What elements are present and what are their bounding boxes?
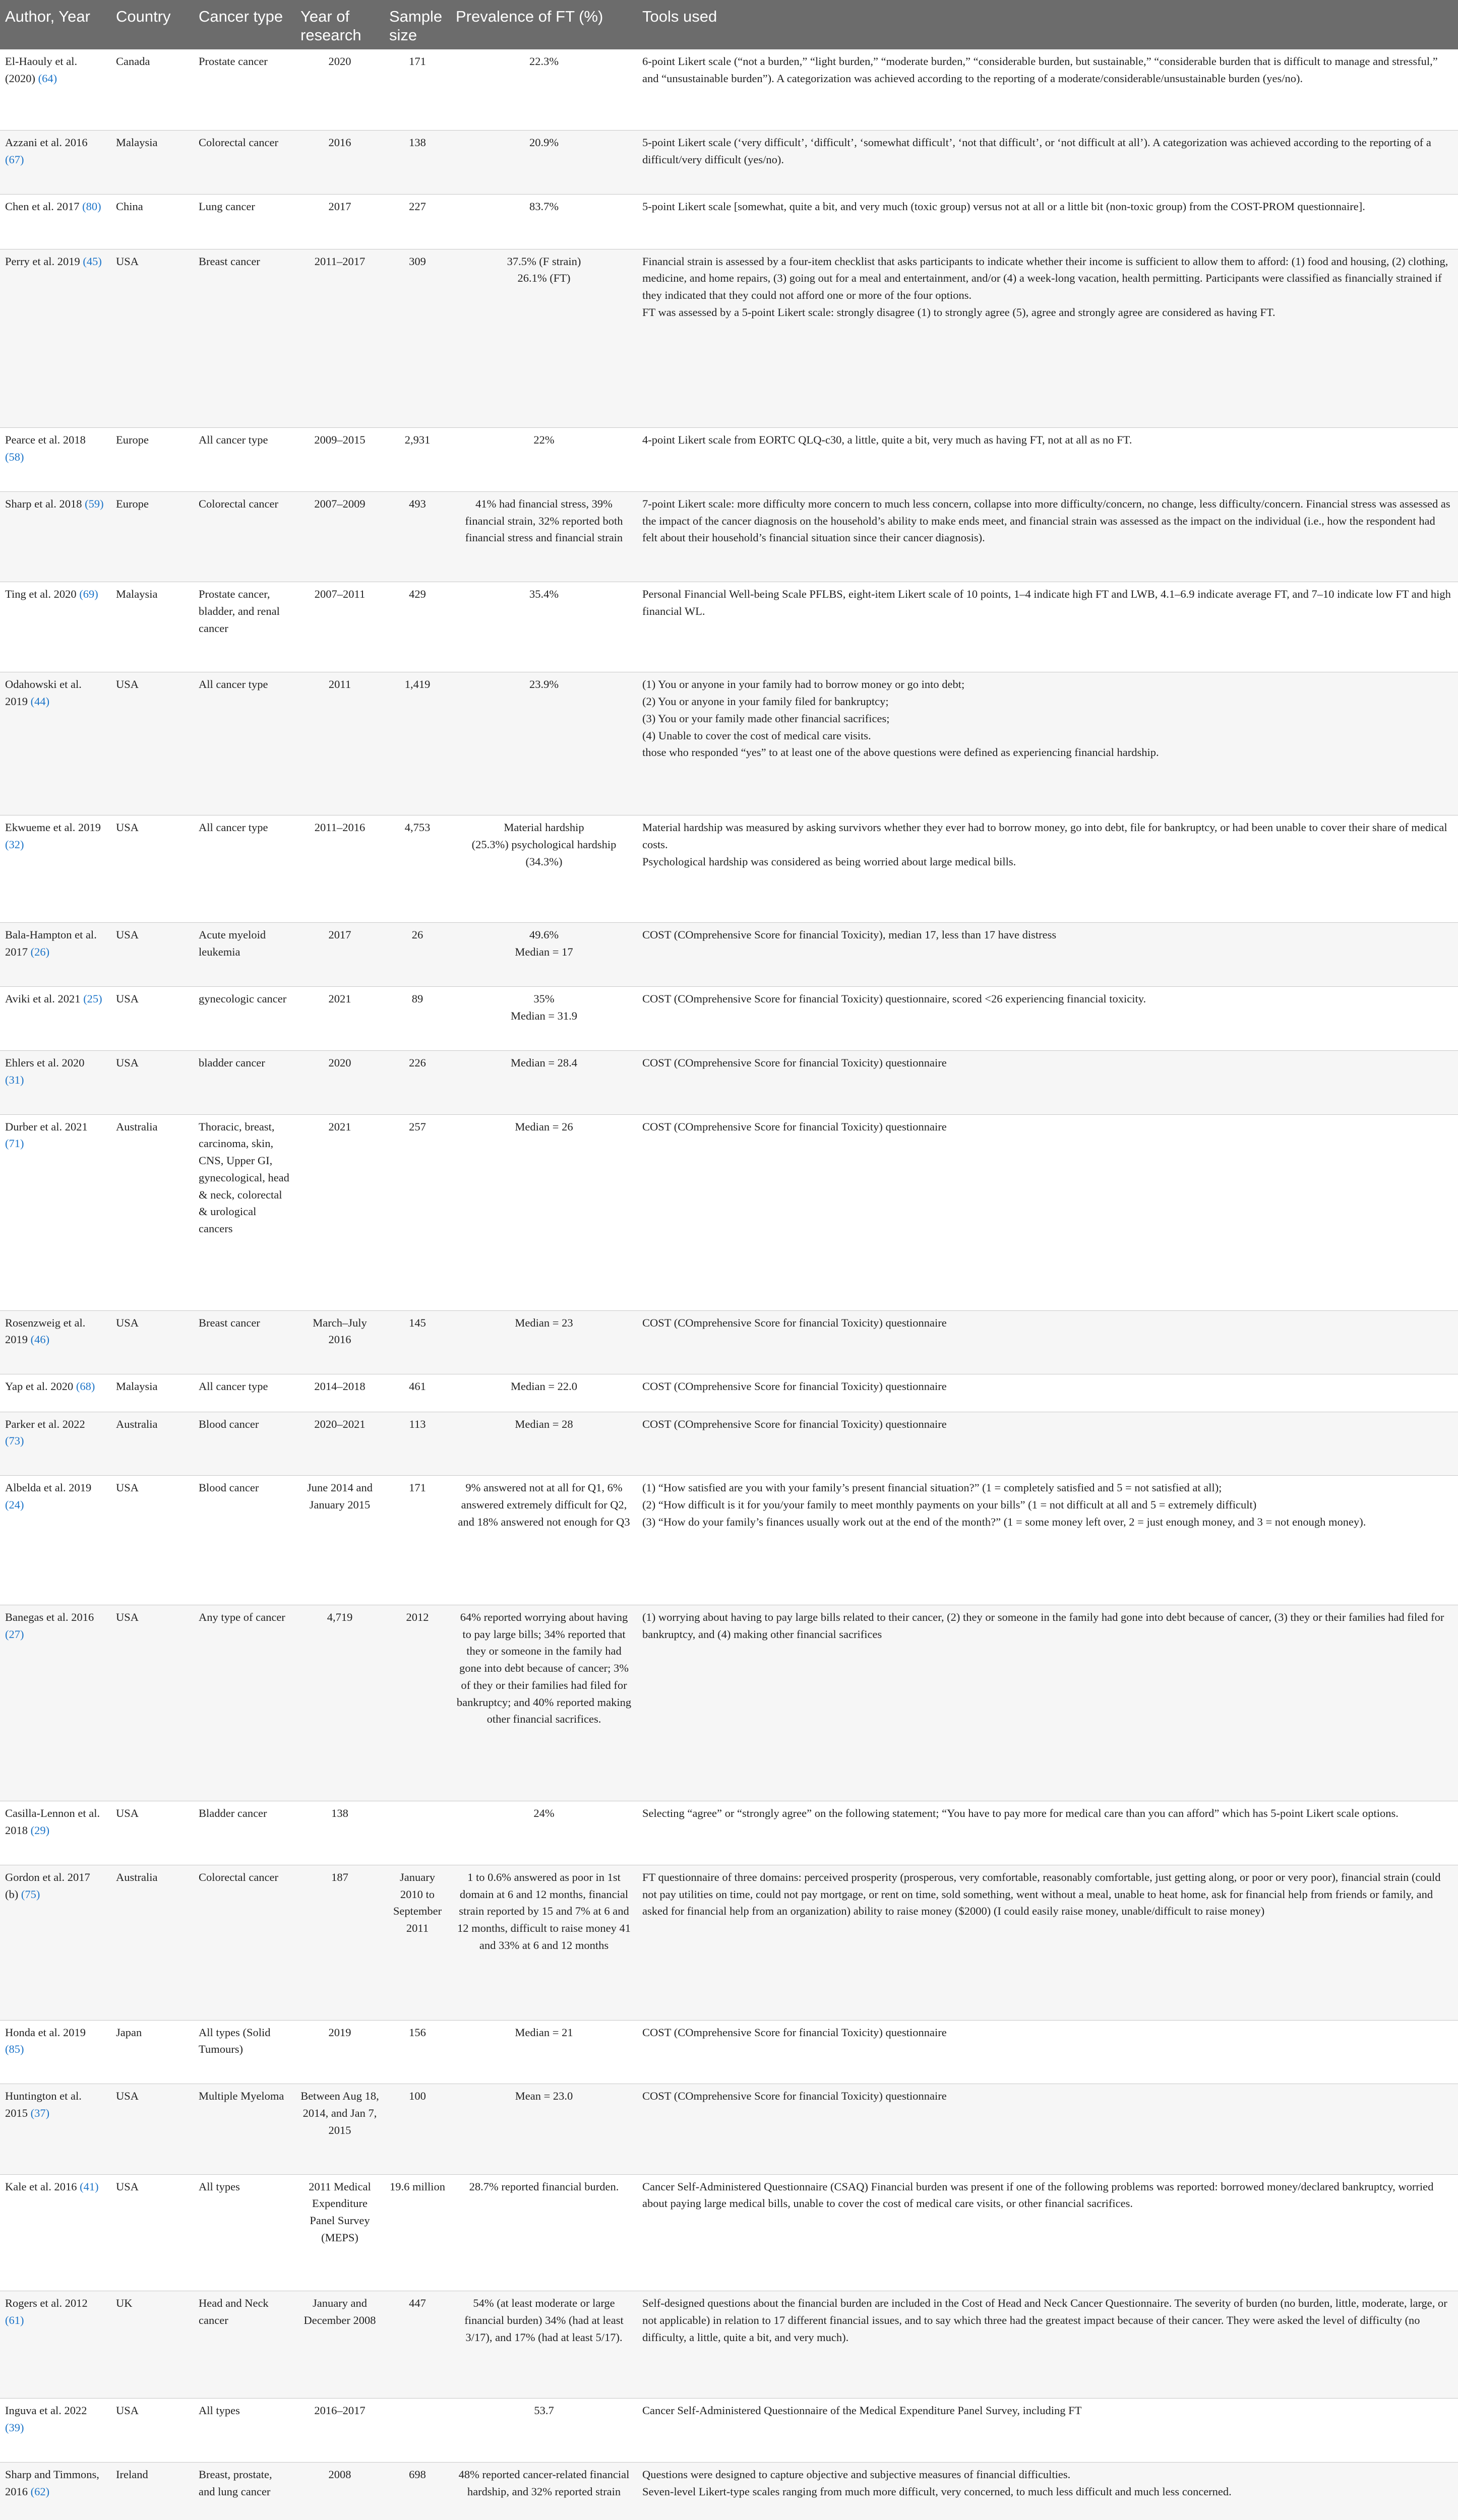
cell-cancer-type: All types (Solid Tumours)	[194, 2020, 295, 2084]
author-text: El-Haouly et al. (2020)	[5, 55, 78, 85]
table-row	[0, 2084, 1458, 2174]
cell-year: 2020–2021	[295, 1412, 384, 1476]
table-row	[0, 1412, 1458, 1476]
author-text: Sharp et al. 2018	[5, 497, 82, 510]
cell-tools: FT questionnaire of three domains: perceived prosperity (prosperous, very comfortable, reasonably comfortable, just getting along, or poor or very poor), financial strain (could not pay utilities on time, could not pay mortgage, or rent on time, sold something, went without a meal, unable to heat home, ask for financial help from friends or family, and asked for financial help from an organization) ability to raise money ($2000) (I could easily raise money, unable/difficult to raise money)	[637, 1865, 1458, 2020]
header-author: Author, Year	[0, 0, 111, 49]
cell-cancer-type: Breast cancer	[194, 249, 295, 428]
cell-author	[0, 1865, 111, 2020]
cell-year: 2007–2011	[295, 582, 384, 672]
cell-tools: COST (COmprehensive Score for financial Toxicity), median 17, less than 17 have distress	[637, 923, 1458, 987]
cell-prevalence: 41% had financial stress, 39% financial strain, 32% reported both financial stress and financial strain	[451, 491, 637, 582]
cell-sample-size: 257	[384, 1114, 451, 1310]
cell-sample-size	[384, 1801, 451, 1865]
author-text: Casilla-Lennon et al. 2018	[5, 1807, 100, 1837]
cell-year: Between Aug 18, 2014, and Jan 7, 2015	[295, 2084, 384, 2174]
cell-author	[0, 1114, 111, 1310]
reference-link[interactable]: (26)	[30, 946, 50, 959]
header-cancer-type: Cancer type	[194, 0, 295, 49]
cell-cancer-type: Breast, prostate, and lung cancer	[194, 2463, 295, 2520]
cell-country: USA	[111, 2174, 194, 2291]
cell-sample-size: 156	[384, 2020, 451, 2084]
cell-author	[0, 2174, 111, 2291]
reference-link[interactable]: (80)	[82, 200, 101, 213]
cell-country: Australia	[111, 1412, 194, 1476]
cell-author	[0, 491, 111, 582]
header-sample-size: Sample size	[384, 0, 451, 49]
cell-cancer-type: Head and Neck cancer	[194, 2291, 295, 2399]
cell-prevalence: 20.9%	[451, 131, 637, 195]
table-row	[0, 1114, 1458, 1310]
author-text: Banegas et al. 2016	[5, 1610, 94, 1623]
cell-tools: COST (COmprehensive Score for financial Toxicity) questionnaire	[637, 2084, 1458, 2174]
table-row	[0, 194, 1458, 249]
cell-country: Europe	[111, 491, 194, 582]
cell-author	[0, 194, 111, 249]
table-row	[0, 2174, 1458, 2291]
cell-sample-size: 226	[384, 1050, 451, 1114]
cell-sample-size: 145	[384, 1310, 451, 1374]
cell-author	[0, 2084, 111, 2174]
cell-sample-size: 429	[384, 582, 451, 672]
cell-sample-size: 89	[384, 987, 451, 1051]
cell-tools: (1) worrying about having to pay large bills related to their cancer, (2) they or someone in the family had gone into debt because of cancer, (3) they or their families had filed for bankruptcy, and (4) making other financial sacrifices	[637, 1605, 1458, 1801]
cell-prevalence: 35.4%	[451, 582, 637, 672]
cell-sample-size: 138	[384, 131, 451, 195]
cell-year: 2020	[295, 1050, 384, 1114]
cell-tools: Questions were designed to capture objective and subjective measures of financial difficulties. Seven-level Likert-type scales ranging from much more difficult, very concerned, to much less difficult and much less concerned.	[637, 2463, 1458, 2520]
cell-country: Malaysia	[111, 1374, 194, 1412]
reference-link[interactable]: (46)	[30, 1333, 50, 1346]
cell-country: Australia	[111, 1865, 194, 2020]
reference-link[interactable]: (31)	[5, 1073, 24, 1086]
cell-cancer-type: Breast cancer	[194, 1310, 295, 1374]
author-text: Parker et al. 2022	[5, 1417, 85, 1430]
cell-author	[0, 1412, 111, 1476]
author-text: Perry et al. 2019	[5, 255, 80, 268]
author-text: Sharp and Timmons, 2016	[5, 2468, 99, 2498]
cell-year: 2007–2009	[295, 491, 384, 582]
cell-sample-size: 461	[384, 1374, 451, 1412]
cell-year: 2017	[295, 194, 384, 249]
cell-sample-size: 493	[384, 491, 451, 582]
author-text: Pearce et al. 2018	[5, 433, 86, 447]
cell-sample-size: 447	[384, 2291, 451, 2399]
cell-sample-size: 1,419	[384, 672, 451, 815]
cell-author	[0, 1801, 111, 1865]
cell-country: Japan	[111, 2020, 194, 2084]
table-row	[0, 249, 1458, 428]
table-row	[0, 49, 1458, 130]
cell-year: 2014–2018	[295, 1374, 384, 1412]
author-text: Azzani et al. 2016	[5, 136, 88, 149]
cell-tools: Personal Financial Well-being Scale PFLBS, eight-item Likert scale of 10 points, 1–4 indicate high FT and LWB, 4.1–6.9 indicate average FT, and 7–10 indicate low FT and high financial WL.	[637, 582, 1458, 672]
cell-country: USA	[111, 1605, 194, 1801]
cell-tools: 5-point Likert scale (‘very difficult’, ‘difficult’, ‘somewhat difficult’, ‘not that difficult’, or ‘not difficult at all’). A categorization was achieved according to the reporting of a difficult/very difficult (yes/no).	[637, 131, 1458, 195]
cell-year: 2017	[295, 923, 384, 987]
cell-tools: COST (COmprehensive Score for financial Toxicity) questionnaire	[637, 1050, 1458, 1114]
table-row	[0, 1476, 1458, 1605]
reference-link[interactable]: (68)	[76, 1380, 95, 1393]
author-text: Gordon et al. 2017 (b)	[5, 1870, 90, 1901]
cell-cancer-type: Blood cancer	[194, 1476, 295, 1605]
author-text: Rogers et al. 2012	[5, 2297, 88, 2310]
cell-sample-size: 171	[384, 49, 451, 130]
cell-country: Australia	[111, 1114, 194, 1310]
cell-year: 2011 Medical Expenditure Panel Survey (MEPS)	[295, 2174, 384, 2291]
cell-country: USA	[111, 672, 194, 815]
table-row	[0, 491, 1458, 582]
cell-tools: (1) You or anyone in your family had to borrow money or go into debt; (2) You or anyone in your family filed for bankruptcy; (3) You or your family made other financial sacrifices; (4) Unable to cover the cost of medical care visits. those who responded “yes” to at least one of the above questions were defined as experiencing financial hardship.	[637, 672, 1458, 815]
cell-author	[0, 672, 111, 815]
author-text: Yap et al. 2020	[5, 1380, 74, 1393]
cell-country: USA	[111, 2399, 194, 2463]
cell-tools: COST (COmprehensive Score for financial Toxicity) questionnaire, scored <26 experiencing financial toxicity.	[637, 987, 1458, 1051]
author-text: Bala-Hampton et al. 2017	[5, 928, 97, 959]
cell-cancer-type: bladder cancer	[194, 1050, 295, 1114]
cell-prevalence: Mean = 23.0	[451, 2084, 637, 2174]
reference-link[interactable]: (85)	[5, 2043, 24, 2056]
cell-country: USA	[111, 2084, 194, 2174]
cell-prevalence: 48% reported cancer-related financial hardship, and 32% reported strain	[451, 2463, 637, 2520]
cell-prevalence: 28.7% reported financial burden.	[451, 2174, 637, 2291]
cell-prevalence: 22%	[451, 428, 637, 492]
cell-sample-size: 171	[384, 1476, 451, 1605]
cell-prevalence: 23.9%	[451, 672, 637, 815]
cell-year: June 2014 and January 2015	[295, 1476, 384, 1605]
cell-country: USA	[111, 987, 194, 1051]
reference-link[interactable]: (59)	[85, 497, 104, 510]
cell-prevalence: Median = 28.4	[451, 1050, 637, 1114]
cell-sample-size: 26	[384, 923, 451, 987]
cell-prevalence: Median = 26	[451, 1114, 637, 1310]
header-country: Country	[111, 0, 194, 49]
header-year: Year of research	[295, 0, 384, 49]
cell-tools: 7-point Likert scale: more difficulty more concern to much less concern, collapse into more difficulty/concern, no change, less difficulty/concern. Financial stress was assessed as the impact of the cancer diagnosis on the household’s ability to make ends meet, and financial strain was assessed as the impact on the individual (i.e., how the respondent had felt about their household’s financial situation since their cancer diagnosis).	[637, 491, 1458, 582]
cell-cancer-type: All types	[194, 2399, 295, 2463]
cell-sample-size	[384, 2399, 451, 2463]
table-row	[0, 1310, 1458, 1374]
cell-prevalence: 53.7	[451, 2399, 637, 2463]
cell-prevalence: Median = 21	[451, 2020, 637, 2084]
table-row	[0, 1050, 1458, 1114]
cell-tools: 6-point Likert scale (“not a burden,” “light burden,” “moderate burden,” “considerable burden, but sustainable,” “considerable burden that is difficult to manage and stressful,” and “unsustainable burden”). A categorization was achieved according to the reporting of a moderate/considerable/unsustainable burden (yes/no).	[637, 49, 1458, 130]
cell-author	[0, 987, 111, 1051]
cell-author	[0, 428, 111, 492]
cell-year: January and December 2008	[295, 2291, 384, 2399]
cell-country: USA	[111, 1310, 194, 1374]
cell-prevalence: 1 to 0.6% answered as poor in 1st domain at 6 and 12 months, financial strain reported by 15 and 7% at 6 and 12 months, difficult to raise money 41 and 33% at 6 and 12 months	[451, 1865, 637, 2020]
cell-country: USA	[111, 923, 194, 987]
table-row	[0, 582, 1458, 672]
cell-year: 4,719	[295, 1605, 384, 1801]
cell-year: 2016–2017	[295, 2399, 384, 2463]
cell-sample-size: January 2010 to September 2011	[384, 1865, 451, 2020]
table-row	[0, 923, 1458, 987]
table-row	[0, 2399, 1458, 2463]
author-text: Odahowski et al. 2019	[5, 678, 82, 708]
cell-author	[0, 1476, 111, 1605]
cell-year: 138	[295, 1801, 384, 1865]
cell-sample-size: 698	[384, 2463, 451, 2520]
cell-tools: Material hardship was measured by asking survivors whether they ever had to borrow money, go into debt, file for bankruptcy, or had been unable to cover their share of medical costs. Psychological hardship was considered as being worried about large medical bills.	[637, 815, 1458, 923]
author-text: Huntington et al. 2015	[5, 2090, 82, 2120]
cell-year: 2019	[295, 2020, 384, 2084]
cell-prevalence: 35% Median = 31.9	[451, 987, 637, 1051]
cell-prevalence: 37.5% (F strain) 26.1% (FT)	[451, 249, 637, 428]
cell-country: Canada	[111, 49, 194, 130]
cell-cancer-type: Any type of cancer	[194, 1605, 295, 1801]
header-prevalence: Prevalence of FT (%)	[451, 0, 637, 49]
cell-sample-size: 309	[384, 249, 451, 428]
cell-sample-size: 2012	[384, 1605, 451, 1801]
reference-link[interactable]: (25)	[83, 992, 102, 1005]
cell-year: 2021	[295, 1114, 384, 1310]
cell-author	[0, 131, 111, 195]
cell-year: 2008	[295, 2463, 384, 2520]
cell-sample-size: 2,931	[384, 428, 451, 492]
reference-link[interactable]: (71)	[5, 1137, 24, 1150]
cell-year: 2021	[295, 987, 384, 1051]
cell-cancer-type: Blood cancer	[194, 1412, 295, 1476]
cell-prevalence: Median = 28	[451, 1412, 637, 1476]
table-row	[0, 815, 1458, 923]
reference-link[interactable]: (69)	[79, 588, 98, 601]
author-text: Ekwueme et al. 2019	[5, 821, 101, 834]
cell-prevalence: Material hardship (25.3%) psychological hardship (34.3%)	[451, 815, 637, 923]
cell-tools: 5-point Likert scale [somewhat, quite a bit, and very much (toxic group) versus not at all or a little bit (non-toxic group) from the COST-PROM questionnaire].	[637, 194, 1458, 249]
cell-country: Malaysia	[111, 131, 194, 195]
cell-tools: (1) “How satisfied are you with your family’s present financial situation?” (1 = completely satisfied and 5 = not satisfied at all); (2) “How difficult is it for you/your family to meet monthly payments on your bills” (1 = not difficult at all and 5 = extremely difficult) (3) “How do your family’s finances usually work out at the end of the month?” (1 = some money left over, 2 = just enough money, and 3 = not enough money).	[637, 1476, 1458, 1605]
cell-prevalence: 24%	[451, 1801, 637, 1865]
cell-tools: Self-designed questions about the financial burden are included in the Cost of Head and Neck Cancer Questionnaire. The severity of burden (no burden, little, moderate, large, or not applicable) in relation to 17 different financial issues, and to say which three had the greatest impact because of their cancer. They were asked the level of difficulty (no difficulty, a little, quite a bit, and very much).	[637, 2291, 1458, 2399]
author-text: Honda et al. 2019	[5, 2026, 86, 2039]
table-row	[0, 2020, 1458, 2084]
cell-cancer-type: Colorectal cancer	[194, 1865, 295, 2020]
cell-country: Malaysia	[111, 582, 194, 672]
cell-author	[0, 2463, 111, 2520]
cell-country: USA	[111, 1476, 194, 1605]
cell-author	[0, 815, 111, 923]
table-row	[0, 2463, 1458, 2520]
reference-link[interactable]: (58)	[5, 450, 24, 463]
table-row	[0, 131, 1458, 195]
cell-tools: COST (COmprehensive Score for financial Toxicity) questionnaire	[637, 1114, 1458, 1310]
author-text: Chen et al. 2017	[5, 200, 80, 213]
reference-link[interactable]: (41)	[80, 2180, 99, 2193]
cell-cancer-type: Colorectal cancer	[194, 131, 295, 195]
cell-sample-size: 4,753	[384, 815, 451, 923]
cell-cancer-type: All cancer type	[194, 428, 295, 492]
author-text: Albelda et al. 2019	[5, 1481, 92, 1494]
cell-prevalence: 49.6% Median = 17	[451, 923, 637, 987]
reference-link[interactable]: (75)	[21, 1887, 40, 1901]
table-row	[0, 1374, 1458, 1412]
author-text: Aviki et al. 2021	[5, 992, 81, 1005]
reference-link[interactable]: (44)	[30, 695, 50, 708]
cell-year: 2016	[295, 131, 384, 195]
cell-author	[0, 923, 111, 987]
cell-prevalence: Median = 23	[451, 1310, 637, 1374]
author-text: Rosenzweig et al. 2019	[5, 1316, 86, 1346]
reference-link[interactable]: (45)	[83, 255, 102, 268]
cell-tools: 4-point Likert scale from EORTC QLQ-c30, a little, quite a bit, very much as having FT, not at all as no FT.	[637, 428, 1458, 492]
cell-author	[0, 1605, 111, 1801]
cell-tools: COST (COmprehensive Score for financial Toxicity) questionnaire	[637, 1412, 1458, 1476]
cell-cancer-type: Colorectal cancer	[194, 491, 295, 582]
cell-cancer-type: All cancer type	[194, 1374, 295, 1412]
cell-country: USA	[111, 1050, 194, 1114]
cell-tools: COST (COmprehensive Score for financial Toxicity) questionnaire	[637, 1310, 1458, 1374]
author-text: Ehlers et al. 2020	[5, 1056, 85, 1069]
reference-link[interactable]: (61)	[5, 2314, 24, 2327]
author-text: Inguva et al. 2022	[5, 2404, 87, 2417]
cell-sample-size: 113	[384, 1412, 451, 1476]
cell-author	[0, 2399, 111, 2463]
cell-year: 2011–2016	[295, 815, 384, 923]
reference-link[interactable]: (37)	[30, 2107, 50, 2120]
table-row	[0, 1865, 1458, 2020]
cell-country: China	[111, 194, 194, 249]
cell-tools: Financial strain is assessed by a four-item checklist that asks participants to indicate whether their income is sufficient to allow them to afford: (1) food and housing, (2) clothing, medicine, and home repairs, (3) going out for a meal and entertainment, and/or (4) a week-long vacation, health permitting. Participants were classified as financially strained if they indicated that they could not afford one or more of the four options. FT was assessed by a 5-point Likert scale: strongly disagree (1) to strongly agree (5), agree and strongly agree are considered as having FT.	[637, 249, 1458, 428]
cell-cancer-type: All types	[194, 2174, 295, 2291]
cell-author	[0, 49, 111, 130]
cell-country: USA	[111, 249, 194, 428]
table-row	[0, 2291, 1458, 2399]
reference-link[interactable]: (73)	[5, 1434, 24, 1447]
cell-cancer-type: Thoracic, breast, carcinoma, skin, CNS, Upper GI, gynecological, head & neck, colorectal & urological cancers	[194, 1114, 295, 1310]
cell-sample-size: 19.6 million	[384, 2174, 451, 2291]
header-row	[0, 0, 1458, 49]
reference-link[interactable]: (27)	[5, 1627, 24, 1641]
cell-tools: Cancer Self-Administered Questionnaire of the Medical Expenditure Panel Survey, including FT	[637, 2399, 1458, 2463]
reference-link[interactable]: (64)	[38, 72, 57, 85]
reference-link[interactable]: (32)	[5, 838, 24, 851]
header-tools: Tools used	[637, 0, 1458, 49]
cell-author	[0, 1310, 111, 1374]
cell-year: 2009–2015	[295, 428, 384, 492]
cell-country: Ireland	[111, 2463, 194, 2520]
reference-link[interactable]: (29)	[30, 1823, 50, 1837]
table-row	[0, 428, 1458, 492]
cell-cancer-type: Multiple Myeloma	[194, 2084, 295, 2174]
cell-cancer-type: Bladder cancer	[194, 1801, 295, 1865]
cell-cancer-type: Prostate cancer, bladder, and renal cancer	[194, 582, 295, 672]
reference-link[interactable]: (62)	[30, 2485, 50, 2498]
cell-country: USA	[111, 1801, 194, 1865]
cell-country: Europe	[111, 428, 194, 492]
cell-sample-size: 227	[384, 194, 451, 249]
cell-cancer-type: Lung cancer	[194, 194, 295, 249]
author-text: Kale et al. 2016	[5, 2180, 77, 2193]
author-text: Durber et al. 2021	[5, 1120, 88, 1133]
author-text: Ting et al. 2020	[5, 588, 77, 601]
cell-year: 187	[295, 1865, 384, 2020]
cell-year: 2011–2017	[295, 249, 384, 428]
reference-link[interactable]: (39)	[5, 2421, 24, 2434]
cell-country: USA	[111, 815, 194, 923]
reference-link[interactable]: (67)	[5, 153, 24, 166]
cell-prevalence: 83.7%	[451, 194, 637, 249]
cell-cancer-type: gynecologic cancer	[194, 987, 295, 1051]
cell-year: 2020	[295, 49, 384, 130]
cell-country: UK	[111, 2291, 194, 2399]
cell-author	[0, 1050, 111, 1114]
cell-author	[0, 2291, 111, 2399]
cell-author	[0, 1374, 111, 1412]
table-row	[0, 1801, 1458, 1865]
cell-tools: COST (COmprehensive Score for financial Toxicity) questionnaire	[637, 1374, 1458, 1412]
cell-tools: Selecting “agree” or “strongly agree” on the following statement; “You have to pay more for medical care than you can afford” which has 5-point Likert scale options.	[637, 1801, 1458, 1865]
cell-cancer-type: All cancer type	[194, 815, 295, 923]
cell-tools: Cancer Self-Administered Questionnaire (CSAQ) Financial burden was present if one of the following problems was reported: borrowed money/declared bankruptcy, worried about paying large medical bills, unable to cover the cost of medical care visits, or other financial sacrifices.	[637, 2174, 1458, 2291]
cell-prevalence: 9% answered not at all for Q1, 6% answered extremely difficult for Q2, and 18% answered not enough for Q3	[451, 1476, 637, 1605]
table-row	[0, 672, 1458, 815]
reference-link[interactable]: (24)	[5, 1498, 24, 1511]
table-row	[0, 1605, 1458, 1801]
cell-cancer-type: Acute myeloid leukemia	[194, 923, 295, 987]
cell-year: March–July 2016	[295, 1310, 384, 1374]
cell-prevalence: 54% (at least moderate or large financial burden) 34% (had at least 3/17), and 17% (had at least 5/17).	[451, 2291, 637, 2399]
cell-sample-size: 100	[384, 2084, 451, 2174]
cell-year: 2011	[295, 672, 384, 815]
cell-tools: COST (COmprehensive Score for financial Toxicity) questionnaire	[637, 2020, 1458, 2084]
cell-cancer-type: Prostate cancer	[194, 49, 295, 130]
cell-prevalence: 64% reported worrying about having to pay large bills; 34% reported that they or someone in the family had gone into debt because of cancer; 3% of they or their families had filed for bankruptcy; and 40% reported making other financial sacrifices.	[451, 1605, 637, 1801]
cell-author	[0, 2020, 111, 2084]
cell-prevalence: 22.3%	[451, 49, 637, 130]
cell-cancer-type: All cancer type	[194, 672, 295, 815]
table-row	[0, 987, 1458, 1051]
table-body	[0, 49, 1458, 2520]
cell-prevalence: Median = 22.0	[451, 1374, 637, 1412]
cell-author	[0, 249, 111, 428]
cell-author	[0, 582, 111, 672]
